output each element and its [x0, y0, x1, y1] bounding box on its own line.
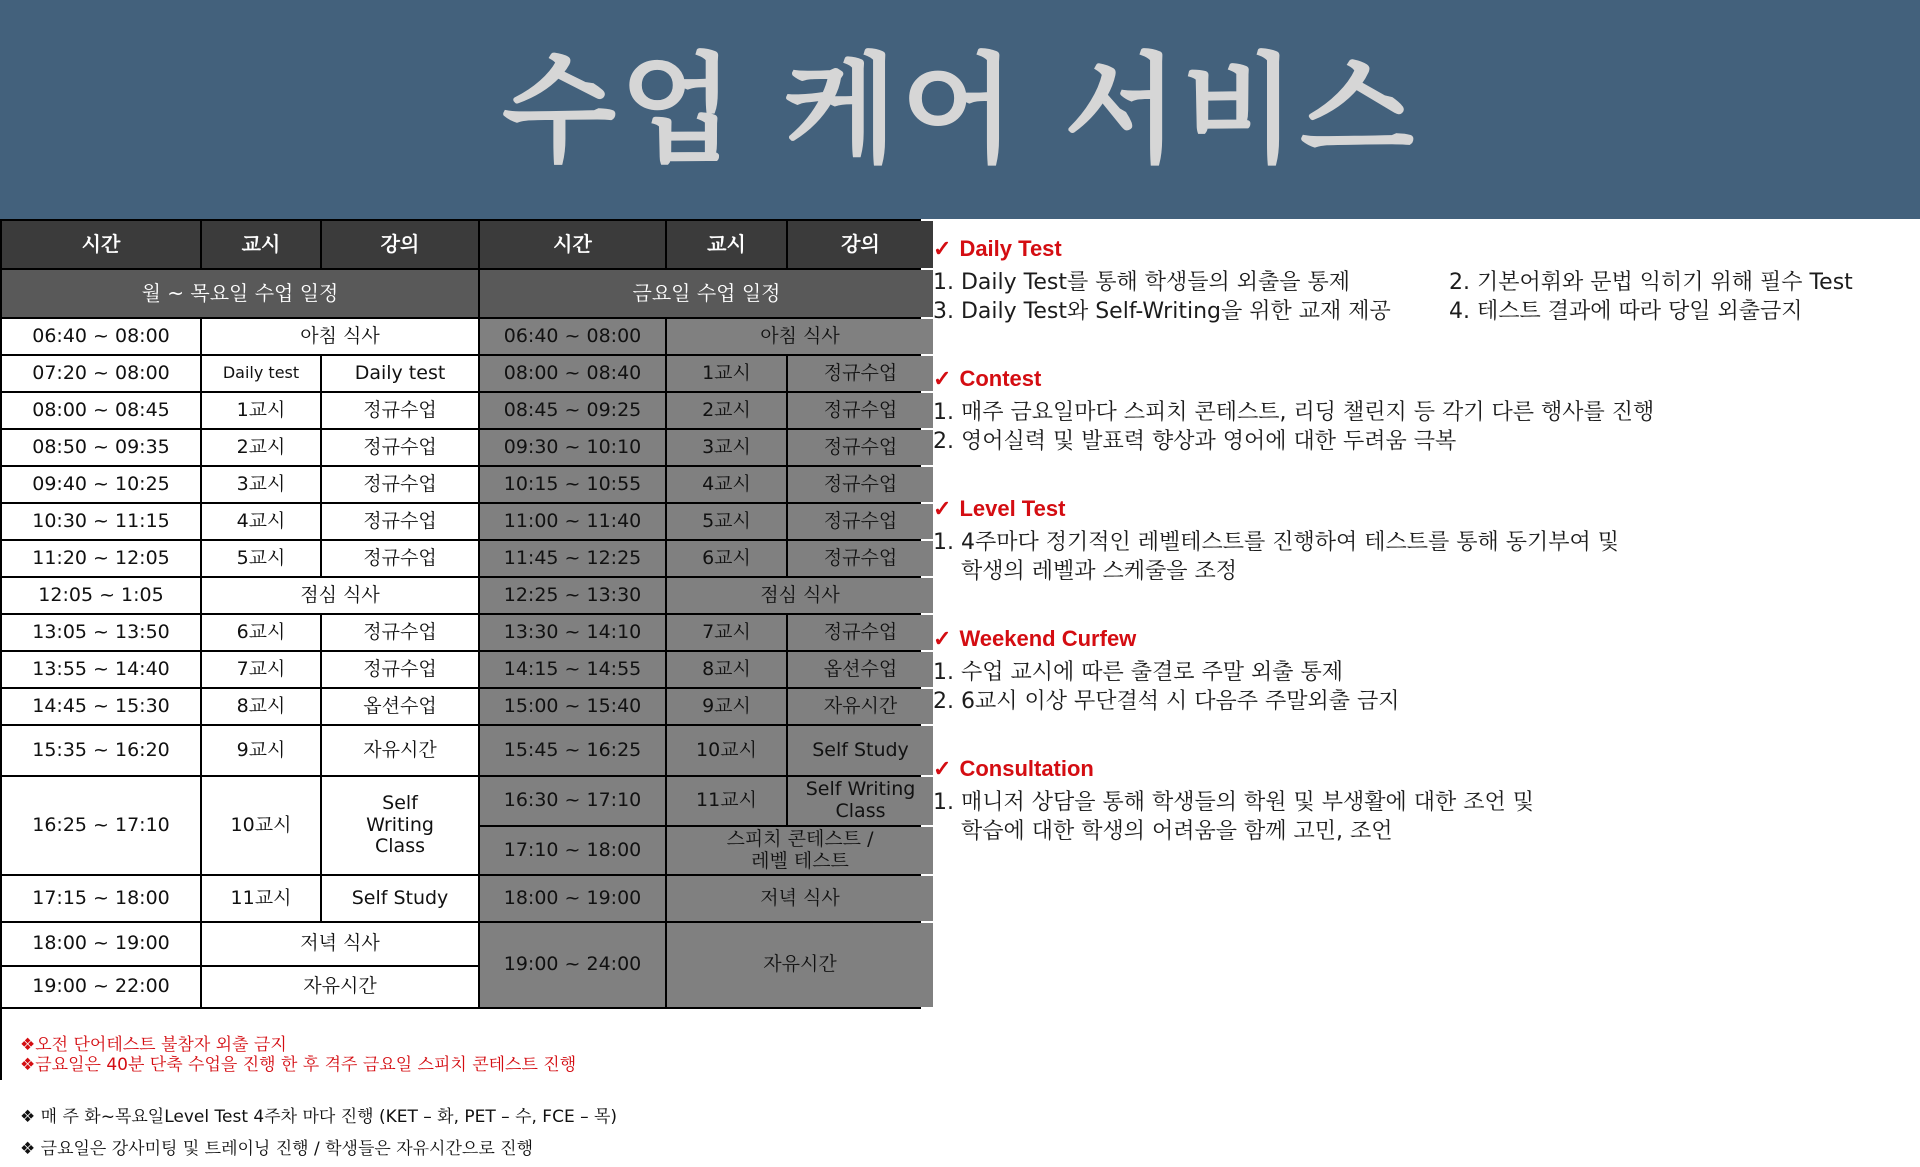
schedule-table: [0, 219, 921, 1159]
page-header: [0, 0, 1920, 219]
check-icon: ✓: [933, 756, 952, 781]
weekday-period: 3교시: [202, 467, 320, 502]
weekday-class: 자유시간: [322, 726, 478, 775]
section-title: Weekend Curfew: [959, 626, 1137, 651]
friday-schedule-title: 금요일 수업 일정: [480, 270, 933, 317]
section-title: Consultation: [959, 756, 1094, 781]
weekday-class: 정규수업: [322, 393, 478, 428]
note-text: ❖오전 단어테스트 불참자 외출 금지: [20, 1035, 287, 1056]
weekday-time: 13:55 ~ 14:40: [2, 652, 200, 687]
friday-period: 9교시: [667, 689, 786, 724]
section-title: Daily Test: [959, 236, 1062, 261]
section-line: 학습에 대한 학생의 어려움을 함께 고민, 조언: [933, 819, 1393, 844]
weekday-time: 08:50 ~ 09:35: [2, 430, 200, 465]
friday-time: 06:40 ~ 08:00: [480, 319, 665, 354]
section-line: 2. 영어실력 및 발표력 향상과 영어에 대한 두려움 극복: [933, 429, 1457, 454]
check-icon: ✓: [933, 366, 952, 391]
friday-time: 11:45 ~ 12:25: [480, 541, 665, 576]
friday-time: 09:30 ~ 10:10: [480, 430, 665, 465]
note-text: ❖금요일은 40분 단축 수업을 진행 한 후 격주 금요일 스피치 콘테스트 진행: [20, 1055, 577, 1075]
friday-period: 3교시: [667, 430, 786, 465]
friday-period: 5교시: [667, 504, 786, 539]
weekday-time: 12:05 ~ 1:05: [2, 578, 200, 613]
friday-period: 2교시: [667, 393, 786, 428]
friday-time: 15:45 ~ 16:25: [480, 726, 665, 775]
friday-time: 19:00 ~ 24:00: [480, 923, 665, 1007]
weekday-class: Self Writing Class: [322, 777, 478, 874]
section-line: 1. 매니저 상담을 통해 학생들의 학원 및 부생활에 대한 조언 및: [933, 790, 1534, 815]
weekday-time: 07:20 ~ 08:00: [2, 356, 200, 391]
note-text: ❖ 금요일은 강사미팅 및 트레이닝 진행 / 학생들은 자유시간으로 진행: [2, 1132, 933, 1167]
friday-time: 13:30 ~ 14:10: [480, 615, 665, 650]
weekday-period: 5교시: [202, 541, 320, 576]
friday-time: 10:15 ~ 10:55: [480, 467, 665, 502]
friday-period: 1교시: [667, 356, 786, 391]
weekday-period: 10교시: [202, 777, 320, 874]
weekday-period: 7교시: [202, 652, 320, 687]
weekday-class: 정규수업: [322, 504, 478, 539]
weekday-period: 9교시: [202, 726, 320, 775]
friday-class: Self Study: [788, 726, 933, 775]
header-period: 교시: [667, 221, 786, 268]
weekday-time: 08:00 ~ 08:45: [2, 393, 200, 428]
friday-activity: 점심 식사: [667, 578, 933, 613]
header-class: 강의: [322, 221, 478, 268]
weekday-time: 19:00 ~ 22:00: [2, 967, 200, 1007]
check-icon: ✓: [933, 496, 952, 521]
section-line: 2. 기본어휘와 문법 익히기 위해 필수 Test: [1449, 270, 1853, 295]
friday-class: 정규수업: [788, 467, 933, 502]
friday-time: 15:00 ~ 15:40: [480, 689, 665, 724]
friday-time: 14:15 ~ 14:55: [480, 652, 665, 687]
section-contest: [933, 366, 1913, 456]
weekday-class: 정규수업: [322, 541, 478, 576]
weekday-class: 정규수업: [322, 430, 478, 465]
weekday-period: 1교시: [202, 393, 320, 428]
friday-period: 4교시: [667, 467, 786, 502]
friday-activity: 저녁 식사: [667, 876, 933, 921]
weekday-time: 11:20 ~ 12:05: [2, 541, 200, 576]
friday-period: 10교시: [667, 726, 786, 775]
friday-time: 11:00 ~ 11:40: [480, 504, 665, 539]
friday-class: Self Writing Class: [788, 777, 933, 825]
friday-activity: 아침 식사: [667, 319, 933, 354]
friday-period: 6교시: [667, 541, 786, 576]
weekday-activity: 점심 식사: [202, 578, 478, 613]
section-line: 3. Daily Test와 Self-Writing을 위한 교재 제공: [933, 299, 1391, 324]
header-class: 강의: [788, 221, 933, 268]
weekday-class: Self Study: [322, 876, 478, 921]
weekday-class: 옵션수업: [322, 689, 478, 724]
weekday-activity: 아침 식사: [202, 319, 478, 354]
friday-time: 12:25 ~ 13:30: [480, 578, 665, 613]
page-title: 수업 케어 서비스: [501, 40, 1419, 179]
friday-class: 정규수업: [788, 541, 933, 576]
weekday-time: 09:40 ~ 10:25: [2, 467, 200, 502]
weekday-period: 4교시: [202, 504, 320, 539]
weekday-time: 16:25 ~ 17:10: [2, 777, 200, 874]
check-icon: ✓: [933, 236, 952, 261]
section-line: 1. 매주 금요일마다 스피치 콘테스트, 리딩 챌린지 등 각기 다른 행사를 진행: [933, 400, 1655, 425]
friday-activity: 자유시간: [667, 923, 933, 1007]
weekday-class: Daily test: [322, 356, 478, 391]
weekday-time: 15:35 ~ 16:20: [2, 726, 200, 775]
weekday-time: 18:00 ~ 19:00: [2, 923, 200, 965]
friday-period: 11교시: [667, 777, 786, 825]
friday-time: 08:45 ~ 09:25: [480, 393, 665, 428]
weekday-time: 10:30 ~ 11:15: [2, 504, 200, 539]
header-time: 시간: [480, 221, 665, 268]
weekday-class: 정규수업: [322, 652, 478, 687]
friday-class: 정규수업: [788, 504, 933, 539]
friday-period: 8교시: [667, 652, 786, 687]
friday-class: 자유시간: [788, 689, 933, 724]
friday-class: 옵션수업: [788, 652, 933, 687]
weekday-period: 2교시: [202, 430, 320, 465]
weekday-class: 정규수업: [322, 615, 478, 650]
weekday-schedule-title: 월 ~ 목요일 수업 일정: [2, 270, 478, 317]
weekday-time: 13:05 ~ 13:50: [2, 615, 200, 650]
weekday-class: 정규수업: [322, 467, 478, 502]
section-consultation: [933, 756, 1913, 846]
friday-class: 정규수업: [788, 615, 933, 650]
note-text: ❖ 매 주 화~목요일Level Test 4주차 마다 진행 (KET – 화, PET – 수, FCE – 목): [2, 1105, 933, 1130]
weekday-period: 8교시: [202, 689, 320, 724]
friday-time: 16:30 ~ 17:10: [480, 777, 665, 825]
section-title: Contest: [959, 366, 1042, 391]
section-weekend-curfew: [933, 626, 1913, 716]
weekday-period: Daily test: [202, 356, 320, 391]
friday-activity: 스피치 콘테스트 / 레벨 테스트: [667, 827, 933, 874]
friday-period: 7교시: [667, 615, 786, 650]
weekday-activity: 저녁 식사: [202, 923, 478, 965]
header-period: 교시: [202, 221, 320, 268]
section-daily-test: [933, 236, 1913, 326]
section-line: 1. 4주마다 정기적인 레벨테스트를 진행하여 테스트를 통해 동기부여 및: [933, 530, 1619, 555]
weekday-period: 11교시: [202, 876, 320, 921]
weekday-period: 6교시: [202, 615, 320, 650]
section-line: 2. 6교시 이상 무단결석 시 다음주 주말외출 금지: [933, 689, 1400, 714]
weekday-time: 06:40 ~ 08:00: [2, 319, 200, 354]
section-level-test: [933, 496, 1913, 586]
friday-time: 08:00 ~ 08:40: [480, 356, 665, 391]
section-line: 4. 테스트 결과에 따라 당일 외출금지: [1449, 299, 1803, 324]
section-line: 학생의 레벨과 스케줄을 조정: [933, 559, 1237, 584]
section-line: 1. 수업 교시에 따른 출결로 주말 외출 통제: [933, 660, 1343, 685]
friday-class: 정규수업: [788, 393, 933, 428]
notes-red-block: [2, 1009, 933, 1103]
friday-time: 18:00 ~ 19:00: [480, 876, 665, 921]
weekday-activity: 자유시간: [202, 967, 478, 1007]
section-line: 1. Daily Test를 통해 학생들의 외출을 통제: [933, 270, 1350, 295]
friday-class: 정규수업: [788, 356, 933, 391]
weekday-time: 14:45 ~ 15:30: [2, 689, 200, 724]
section-title: Level Test: [959, 496, 1066, 521]
friday-class: 정규수업: [788, 430, 933, 465]
friday-time: 17:10 ~ 18:00: [480, 827, 665, 874]
check-icon: ✓: [933, 626, 952, 651]
header-time: 시간: [2, 221, 200, 268]
weekday-time: 17:15 ~ 18:00: [2, 876, 200, 921]
